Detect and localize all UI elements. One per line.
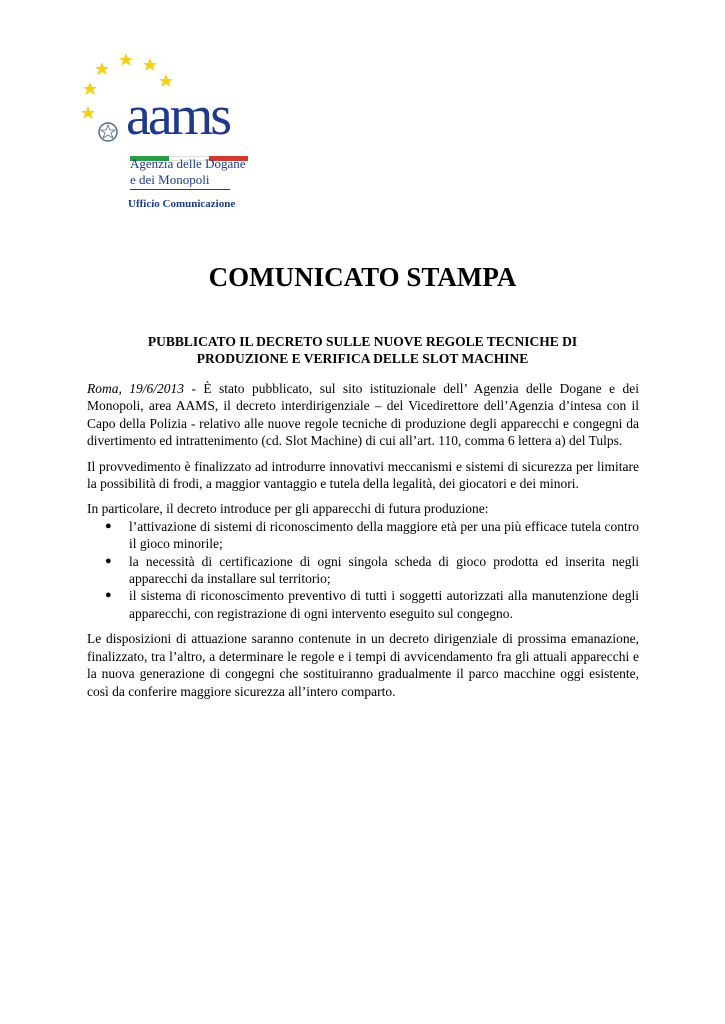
star-icon (143, 58, 157, 71)
document-body (87, 380, 639, 708)
paragraph-1-text: È stato pubblicato, sul sito istituzionale dell’ Agenzia delle Dogane e dei Monopoli, area AAMS, il decreto interdirigenziale – del Vicedirettore dell’Agenzia d’intesa con il Capo della Polizia - relativo alle nuove regole tecniche di produzione degli apparecchi e congegni da divertimento ed intrattenimento (cd. Slot Machine) di cui all’art. 110, comma 6 lettera a) del Tulps. (87, 381, 639, 449)
list-item-text: l’attivazione di sistemi di riconoscimento della maggiore età per una più efficace tutela contro il gioco minorile; (129, 518, 639, 552)
logo-wordmark: aams (126, 85, 230, 147)
document-title: COMUNICATO STAMPA (208, 262, 517, 292)
logo-agency-name (130, 156, 246, 188)
logo-flag-stripe (130, 148, 248, 153)
paragraph-1 (87, 380, 639, 450)
logo-agency-line2: e dei Monopoli (130, 172, 210, 187)
logo-divider (130, 189, 230, 190)
list-item (105, 518, 639, 553)
logo-agency-line1: Agenzia delle Dogane (130, 156, 246, 171)
list-item (105, 553, 639, 588)
bullet-icon: ● (105, 589, 112, 602)
subtitle-line1: PUBBLICATO IL DECRETO SULLE NUOVE REGOLE TECNICHE DI (147, 334, 578, 349)
star-icon (83, 82, 97, 95)
bullet-icon: ● (105, 519, 112, 532)
subtitle-line2: PRODUZIONE E VERIFICA DELLE SLOT MACHINE (196, 351, 529, 366)
paragraph-3: In particolare, il decreto introduce per gli apparecchi di futura produzione: (87, 501, 489, 517)
logo-office: Ufficio Comunicazione (128, 198, 236, 210)
bullet-list (87, 518, 639, 622)
bullet-icon: ● (105, 554, 112, 567)
list-item-text: la necessità di certificazione di ogni singola scheda di gioco prodotta ed inserita negli apparecchi da installare sul territorio; (129, 553, 639, 587)
paragraph-2: Il provvedimento è finalizzato ad introdurre innovativi meccanismi e sistemi di sicurezza per limitare la possibilità di frodi, a maggior vantaggio e tutela della legalità, dei giocatori e dei minori. (87, 458, 639, 492)
list-item-text: il sistema di riconoscimento preventivo di tutti i soggetti autorizzati alla manutenzione degli apparecchi, con registrazione di ogni intervento eseguito sul congegno. (129, 588, 639, 621)
document-subtitle (110, 333, 615, 367)
list-item (105, 587, 639, 622)
paragraph-4: Le disposizioni di attuazione saranno contenute in un decreto dirigenziale di prossima emanazione, finalizzato, tra l’altro, a determinare le regole e i tempi di avvicendamento fra gli attuali apparecchi e la nuova generazione di congegni che sostituiranno gradualmente il parco macchine oggi esistente, così da conferire maggiore sicurezza all’intero comparto. (87, 631, 639, 699)
aams-logo (80, 50, 260, 215)
star-icon (119, 53, 133, 66)
star-icon (95, 62, 109, 75)
star-icon (81, 106, 95, 119)
dateline: Roma, 19/6/2013 - (87, 381, 196, 396)
italian-republic-emblem-icon (99, 123, 117, 141)
